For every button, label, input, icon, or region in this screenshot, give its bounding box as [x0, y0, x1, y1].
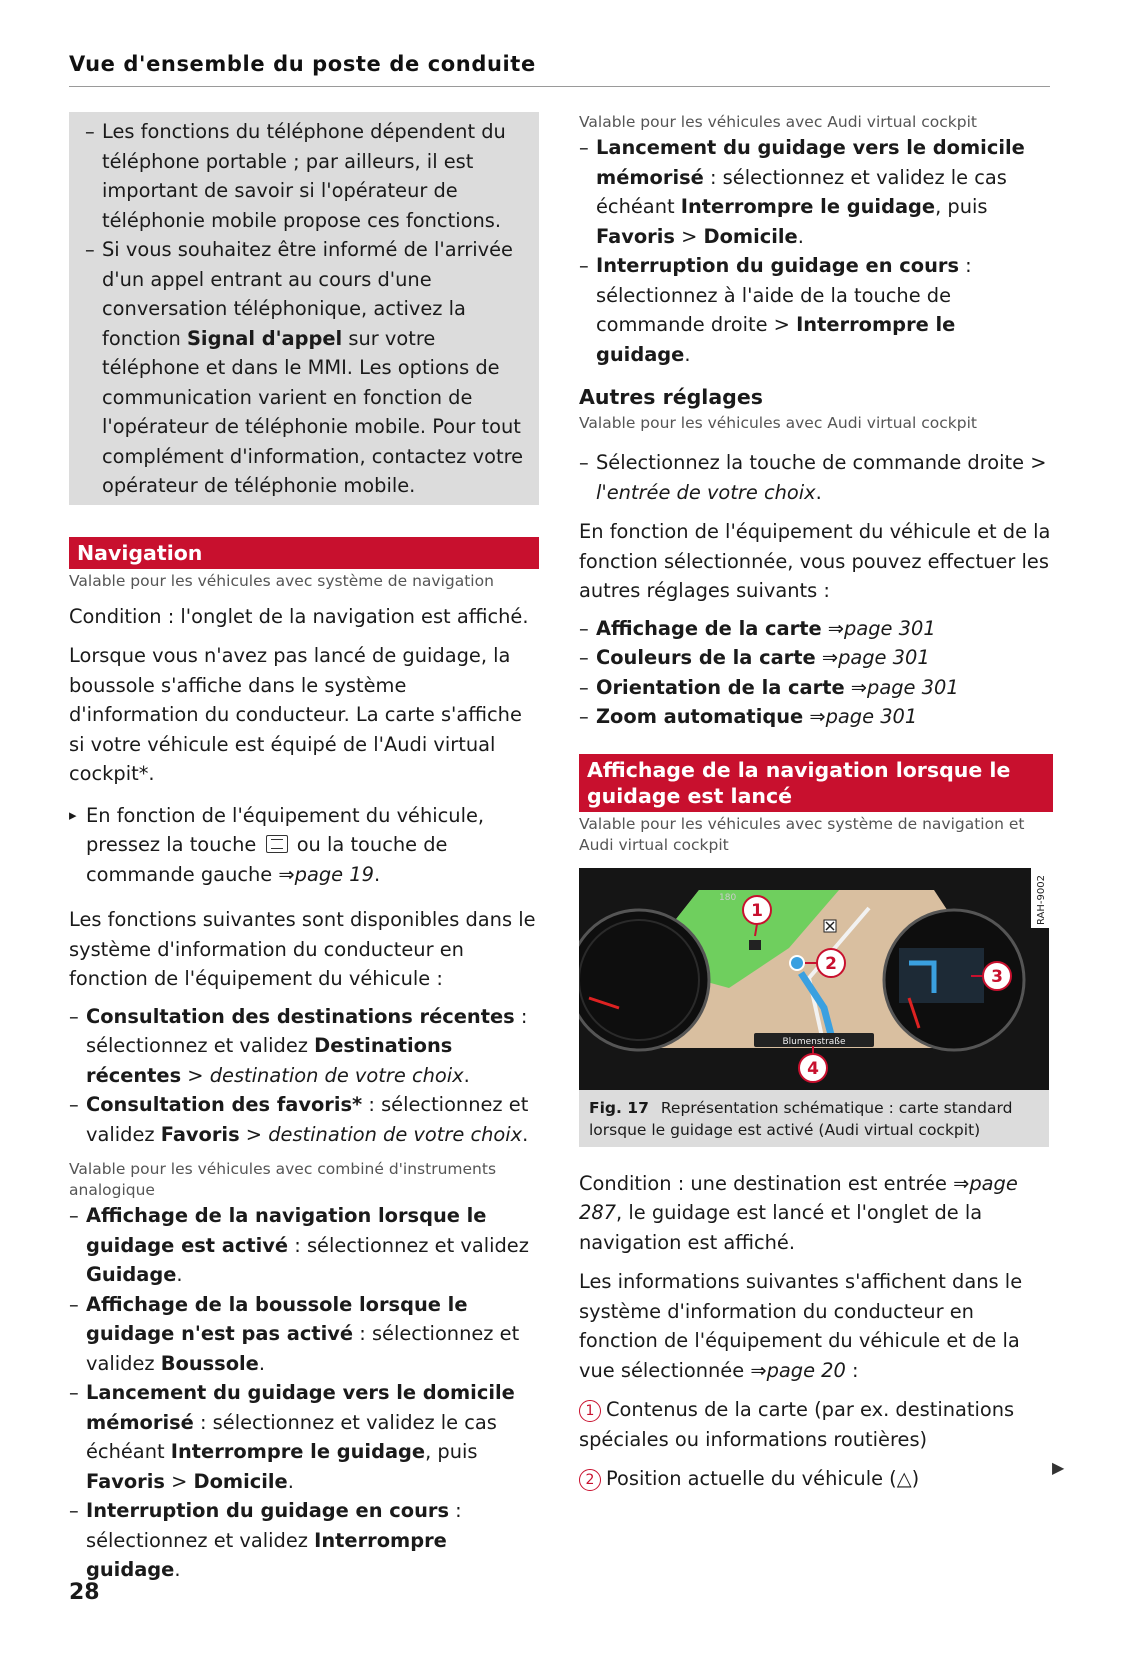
function-list — [69, 1201, 539, 1585]
page-link[interactable]: page 301 — [867, 675, 959, 699]
arrow-right-icon: ⇒ — [750, 1358, 767, 1382]
arrow-right-icon: ⇒ — [827, 616, 845, 640]
arrow-right-icon: ⇒ — [278, 862, 295, 886]
sub-heading-autres-reglages: Autres réglages — [579, 385, 763, 409]
note-bold: Signal d'appel — [186, 326, 343, 350]
left-gauge — [579, 910, 709, 1050]
left-column — [69, 112, 539, 1585]
paragraph: Les informations suivantes s'affichent dans le système d'information du conducteur en fonction de l'équipement du véhicule et de la vue sélectionnée ⇒page 20 : — [579, 1270, 1023, 1382]
street-label: Blumenstraße — [782, 1036, 846, 1047]
validity-note: Valable pour les véhicules avec Audi virtual cockpit — [579, 113, 977, 131]
svg-text:3: 3 — [991, 966, 1003, 987]
arrow-right-icon: ⇒ — [850, 675, 868, 699]
svg-text:1: 1 — [751, 900, 763, 921]
validity-note: Valable pour les véhicules avec système de navigation — [69, 571, 494, 590]
page-link[interactable]: page 301 — [844, 616, 936, 640]
vehicle-position-icon — [790, 956, 804, 970]
right-column — [579, 112, 1053, 1494]
validity-note: Valable pour les véhicules avec combiné d'instruments analogique — [69, 1160, 497, 1199]
function-list — [69, 1002, 539, 1150]
page-number: 28 — [69, 1580, 100, 1605]
validity-note: Valable pour les véhicules avec système de navigation et Audi virtual cockpit — [579, 814, 1025, 854]
top-label: 180 — [719, 892, 737, 903]
legend-item: 1 Contenus de la carte (par ex. destinations spéciales ou informations routières) — [579, 1398, 1015, 1451]
marker-1 — [743, 896, 771, 924]
instruction-step: – Sélectionnez la touche de commande droite > l'entrée de votre choix. — [579, 448, 1053, 507]
figure-17 — [579, 868, 1049, 1147]
instruction-step: ▸ En fonction de l'équipement du véhicule, pressez la touche ou la touche de commande gauche ⇒page 19. — [69, 801, 539, 890]
vehicle-position-icon: △ — [896, 1467, 912, 1490]
marker-2 — [817, 949, 845, 977]
legend-number: 1 — [579, 1400, 601, 1422]
note-box — [69, 112, 539, 505]
page-link[interactable]: page 301 — [838, 646, 930, 669]
note-item — [85, 235, 525, 501]
list-item: – Lancement du guidage vers le domicile mémorisé : sélectionnez et validez le cas échéant Interrompre le guidage, puis Favoris > Domicile. — [579, 133, 1053, 251]
page-link[interactable]: page 19 — [294, 862, 374, 886]
poi-icon — [749, 940, 761, 950]
marker-4 — [799, 1054, 827, 1082]
page-link[interactable]: page 287 — [579, 1171, 1018, 1224]
step-text: ou la touche de commande gauche — [86, 833, 448, 886]
page-link[interactable]: page 301 — [825, 705, 918, 728]
cockpit-illustration — [579, 868, 1049, 1090]
list-item: – Consultation des destinations récentes : sélectionnez et validez Destinations récentes > destination de votre choix. — [69, 1002, 539, 1091]
arrow-right-icon: ⇒ — [809, 705, 826, 728]
continue-arrow-icon: ▶ — [1052, 1458, 1065, 1477]
list-item: – Affichage de la boussole lorsque le guidage n'est pas activé : sélectionnez et validez Boussole. — [69, 1290, 539, 1379]
menu-button-icon — [266, 835, 288, 853]
paragraph: Lorsque vous n'avez pas lancé de guidage, la boussole s'affiche dans le système d'information du conducteur. La carte s'affiche si votre véhicule est équipé de l'Audi virtual cockpit*. — [69, 644, 522, 785]
arrow-right-icon: ⇒ — [821, 646, 839, 669]
page-header-title: Vue d'ensemble du poste de conduite — [69, 52, 536, 76]
note-item — [85, 117, 525, 235]
paragraph: Les fonctions suivantes sont disponibles dans le système d'information du conducteur en fonction de l'équipement du véhicule : — [69, 908, 536, 990]
figure-caption: Fig. 17 Représentation schématique : carte standard lorsque le guidage est activé (Audi virtual cockpit) — [579, 1090, 1049, 1147]
function-list — [579, 133, 1053, 369]
condition-text: Condition : l'onglet de la navigation est affiché. — [69, 604, 529, 628]
note-text: Si vous souhaitez être informé de l'arrivée d'un appel entrant au cours d'une conversation téléphonique, activez la fonction — [102, 238, 513, 350]
cockpit-svg — [579, 868, 1049, 1090]
list-item: – Consultation des favoris* : sélectionnez et validez Favoris > destination de votre choix. — [69, 1090, 539, 1149]
note-text: sur votre téléphone et dans le MMI. Les options de communication varient en fonction de l'opérateur de téléphonie mobile. Pour tout complément d'information, contactez votre opérateur de téléphonie mobile. — [102, 326, 524, 497]
list-item: – Couleurs de la carte ⇒page 301 — [579, 643, 1053, 673]
section-heading-affichage: Affichage de la navigation lorsque le guidage est lancé — [579, 754, 1053, 812]
list-item: – Interruption du guidage en cours : sélectionnez à l'aide de la touche de commande droite > Interrompre le guidage. — [579, 251, 1053, 369]
section-heading-navigation: Navigation — [69, 537, 539, 569]
list-item: – Zoom automatique ⇒page 301 — [579, 702, 1053, 732]
marker-3 — [983, 962, 1011, 990]
svg-text:4: 4 — [807, 1058, 819, 1079]
validity-note: Valable pour les véhicules avec Audi virtual cockpit — [579, 414, 977, 432]
page-link[interactable]: page 20 — [766, 1358, 846, 1382]
svg-text:2: 2 — [825, 953, 837, 974]
settings-list — [579, 614, 1053, 732]
list-item: – Interruption du guidage en cours : sélectionnez et validez Interrompre guidage. — [69, 1496, 539, 1585]
header-rule — [69, 86, 1050, 87]
list-item: – Lancement du guidage vers le domicile mémorisé : sélectionnez et validez le cas échéant Interrompre le guidage, puis Favoris > Domicile. — [69, 1378, 539, 1496]
figure-code: RAH-9002 — [1036, 874, 1047, 925]
list-item: – Orientation de la carte ⇒page 301 — [579, 673, 1053, 703]
legend-number: 2 — [579, 1469, 601, 1491]
note-text: Les fonctions du téléphone dépendent du téléphone portable ; par ailleurs, il est important de savoir si l'opérateur de téléphonie mobile propose ces fonctions. — [102, 120, 506, 232]
paragraph: En fonction de l'équipement du véhicule et de la fonction sélectionnée, vous pouvez effectuer les autres réglages suivants : — [579, 520, 1051, 602]
legend-item: 2 Position actuelle du véhicule (△) — [579, 1464, 1053, 1494]
list-item: – Affichage de la navigation lorsque le guidage est activé : sélectionnez et validez Guidage. — [69, 1201, 539, 1290]
arrow-right-icon: ⇒ — [953, 1171, 970, 1195]
list-item: – Affichage de la carte ⇒page 301 — [579, 614, 1053, 644]
condition-text: Condition : une destination est entrée ⇒page 287, le guidage est lancé et l'onglet de la navigation est affiché. — [579, 1171, 1018, 1254]
step-text: En fonction de l'équipement du véhicule, pressez la touche — [86, 803, 485, 856]
